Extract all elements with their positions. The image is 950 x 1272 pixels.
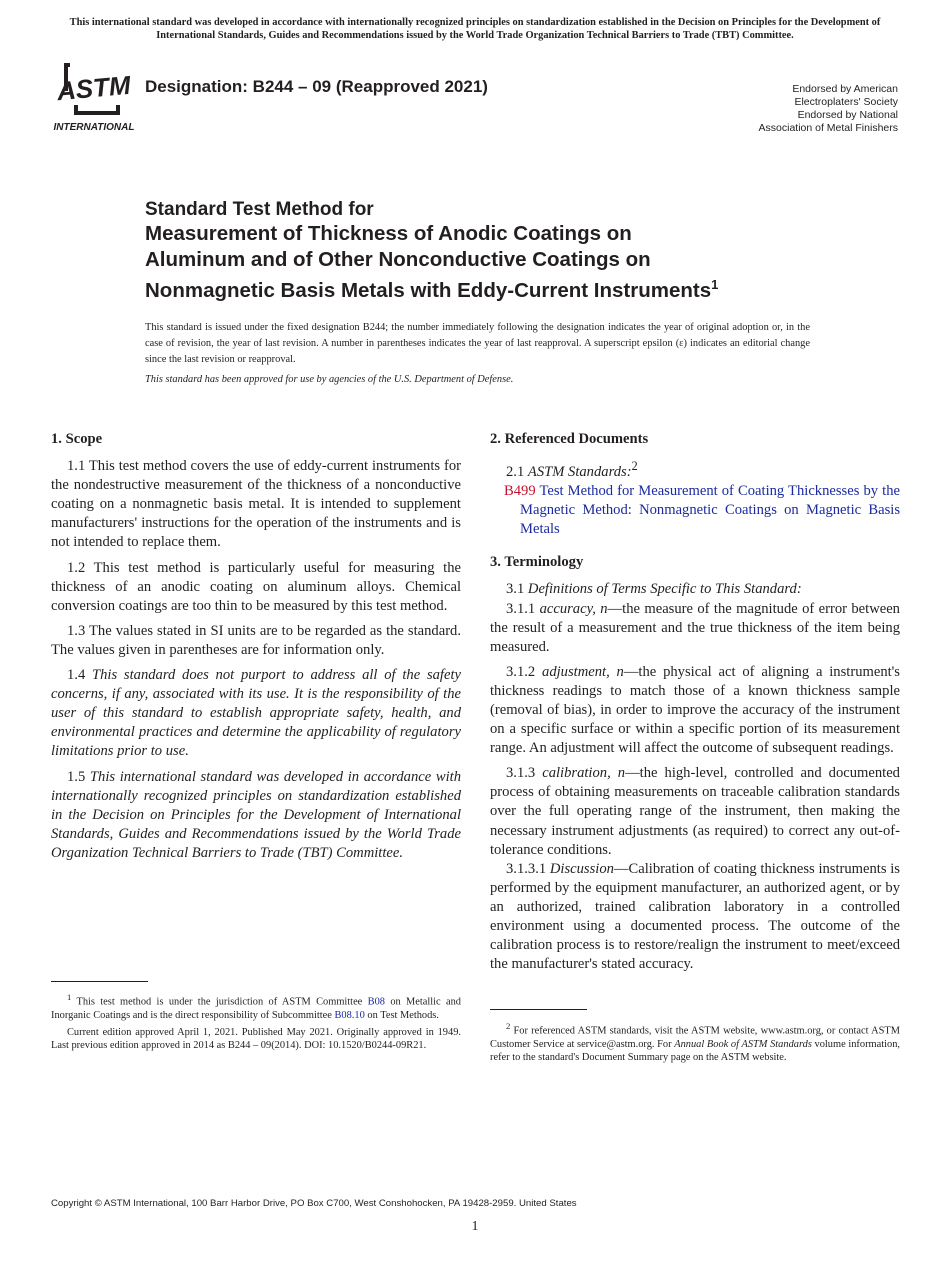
paragraph xyxy=(490,600,900,657)
paragraph-number: 3.1.2 xyxy=(506,663,536,680)
definition: —Calibration of coating thickness instruments is performed by the equipment manufacturer, an authorized agent, or by an authorized, trained calibration laboratory in a controlled environment using a documented process. The outcome of the calibration process is to restore/realign the instrument to meet/exceed the manufacturer's stated accuracy. xyxy=(490,860,900,973)
endorsement-line: Electroplaters' Society xyxy=(794,96,898,108)
title-line-text: Nonmagnetic Basis Metals with Eddy-Current Instruments xyxy=(145,278,712,302)
subsection-label: ASTM Standards: xyxy=(527,463,632,480)
footnote-text: This test method is under the jurisdiction of ASTM Committee xyxy=(76,996,363,1008)
paragraph xyxy=(490,580,900,599)
paragraph-text: This international standard was developed in accordance with internationally recognized principles on standardization established in the Decision on Principles for the Development of International Standards, Guides and Recommendations issued by the World Trade Organization Technical Barriers to Trade (TBT) Committee. xyxy=(51,768,462,861)
footnote-text: on Metallic and Inorganic Coatings and is the direct responsibility of Subcommittee xyxy=(51,996,461,1021)
paragraph xyxy=(51,457,461,552)
document-title xyxy=(145,198,845,303)
paragraph-number: 1.4 xyxy=(67,667,86,684)
paragraph-number: 3.1 xyxy=(506,581,525,598)
paragraph-text: This test method is particularly useful for measuring the thickness of an anodic coating on aluminum alloys. Chemical conversion coatings are too thin to be measured by this test method. xyxy=(51,559,461,614)
footnote-1 xyxy=(51,991,461,1056)
issuance-note: This standard is issued under the fixed designation B244; the number immediately following the designation indicates the year of original adoption or, in the case of revision, the year of last revision. A number in parentheses indicates the year of last reapproval. A superscript epsilon (ε) indicates an editorial change since the last revision or reapproval. xyxy=(145,322,810,365)
paragraph-text: The values stated in SI units are to be regarded as the standard. The values given in parentheses are for information only. xyxy=(51,622,462,658)
footnote-paragraph: Current edition approved April 1, 2021. Published May 2021. Originally approved in 1949. Last previous edition approved in 2014 as B244 – 09(2014). DOI: 10.1520/B0244-09R21. xyxy=(51,1026,461,1052)
top-notice: This international standard was developed in accordance with internationally recognized principles on standardization established in the Decision on Principles for the Development of International Standards, Guides and Recommendations issued by the World Trade Organization Technical Barriers to Trade (TBT) Committee. xyxy=(69,17,881,41)
paragraph xyxy=(490,457,900,482)
footnote-2 xyxy=(490,1020,900,1068)
term: Discussion xyxy=(549,860,614,877)
reference-title-link[interactable]: Test Method for Measurement of Coating Thicknesses by the Magnetic Method: Nonmagnetic Coatings on Magnetic Basis Metals xyxy=(520,483,900,538)
paragraph xyxy=(490,764,900,859)
term: calibration, n xyxy=(542,765,626,782)
designation: Designation: B244 – 09 (Reapproved 2021) xyxy=(145,77,488,96)
title-line: Standard Test Method for xyxy=(145,199,374,220)
paragraph-number: 2.1 xyxy=(506,463,525,480)
section-heading-scope: 1. Scope xyxy=(51,431,103,447)
title-line: Measurement of Thickness of Anodic Coatings on xyxy=(145,222,632,245)
footnote-paragraph xyxy=(51,991,461,1022)
paragraph-number: 1.5 xyxy=(67,768,86,785)
paragraph-text: This standard does not purport to address all of the safety concerns, if any, associated with its use. It is the responsibility of the user of this standard to establish appropriate safety, health, and environmental practices and determine the applicability of regulatory limitations prior to use. xyxy=(51,667,461,760)
footnote-italic: Annual Book of ASTM Standards xyxy=(674,1038,812,1050)
term: adjustment, n xyxy=(542,663,624,680)
subsection-label: Definitions of Terms Specific to This Standard: xyxy=(527,581,802,598)
term: accuracy, n xyxy=(539,600,608,617)
endorsement-line: Endorsed by American xyxy=(792,83,898,95)
paragraph-text: This test method covers the use of eddy-current instruments for the nondestructive measurement of the thickness of a nonconductive coating on a nonmagnetic basis metal. It is intended to supplement manufacturers' instructions for the operation of the instruments and is not intended to replace them. xyxy=(51,458,461,551)
footnote-text: volume information, refer to the standard's Document Summary page on the ASTM website. xyxy=(490,1038,900,1063)
paragraph-number: 3.1.3.1 xyxy=(506,860,547,877)
paragraph-number: 3.1.1 xyxy=(506,600,536,617)
left-column xyxy=(51,430,461,869)
logo-letters: ASTM xyxy=(55,69,132,107)
endorsement-line: Endorsed by National xyxy=(797,109,898,121)
definition: —the physical act of aligning a instrument's thickness readings to match those of a known thickness sample (removal of bias), in order to improve the accuracy of the instrument on a specific surface or within a specific portion of its measurement range. An adjustment will affect the outcome of subsequent readings. xyxy=(490,663,900,757)
reference-entry[interactable] xyxy=(490,482,900,539)
definition: —the measure of the magnitude of error between the result of a measurement and the true thickness of the item being measured. xyxy=(490,600,900,655)
definition: —the high-level, controlled and documented process of obtaining measurements on traceable calibration standards over the full operating range of the instrument, then making the necessary instrument adjustments (as required) to correct any out-of-tolerance conditions. xyxy=(490,765,900,858)
section-heading-terminology: 3. Terminology xyxy=(490,554,584,571)
footnote-divider xyxy=(490,1009,587,1010)
copyright: Copyright © ASTM International, 100 Barr Harbor Drive, PO Box C700, West Conshohocken, PA 19428-2959. United States xyxy=(51,1198,577,1209)
title-line xyxy=(145,272,845,303)
paragraph xyxy=(51,622,461,660)
subcommittee-link[interactable]: B08.10 xyxy=(334,1009,365,1021)
paragraph xyxy=(51,559,461,616)
section-heading-referenced-documents: 2. Referenced Documents xyxy=(490,431,649,447)
title-line: Aluminum and of Other Nonconductive Coatings on xyxy=(145,247,651,271)
paragraph xyxy=(51,768,461,863)
footnote-mark: 1 xyxy=(67,992,72,1002)
footnote-divider xyxy=(51,981,148,982)
endorsement xyxy=(759,83,898,135)
footnote-paragraph xyxy=(490,1020,900,1064)
dod-note: This standard has been approved for use by agencies of the U.S. Department of Defense. xyxy=(145,374,514,385)
paragraph xyxy=(51,666,461,761)
paragraph-number: 1.2 xyxy=(67,559,86,576)
footnote-text: For referenced ASTM standards, visit the ASTM website, www.astm.org, or contact ASTM Customer Service at service@astm.org. For xyxy=(490,1025,900,1050)
paragraph xyxy=(490,860,900,975)
reference-code-link[interactable]: B499 xyxy=(504,483,536,500)
paragraph xyxy=(490,663,900,758)
logo-subtitle: INTERNATIONAL xyxy=(53,122,135,133)
footnote-text: on Test Methods. xyxy=(367,1009,439,1021)
footnote-mark: 2 xyxy=(631,459,638,474)
footnote-mark: 2 xyxy=(506,1021,511,1031)
endorsement-line: Association of Metal Finishers xyxy=(758,122,898,134)
paragraph-number: 1.1 xyxy=(67,458,86,475)
astm-logo xyxy=(52,57,136,133)
title-footnote-mark: 1 xyxy=(711,277,719,292)
page-number: 1 xyxy=(471,1219,479,1234)
paragraph-number: 1.3 xyxy=(67,622,86,639)
paragraph-number: 3.1.3 xyxy=(506,765,536,782)
right-column xyxy=(490,430,900,980)
committee-link[interactable]: B08 xyxy=(367,996,385,1008)
